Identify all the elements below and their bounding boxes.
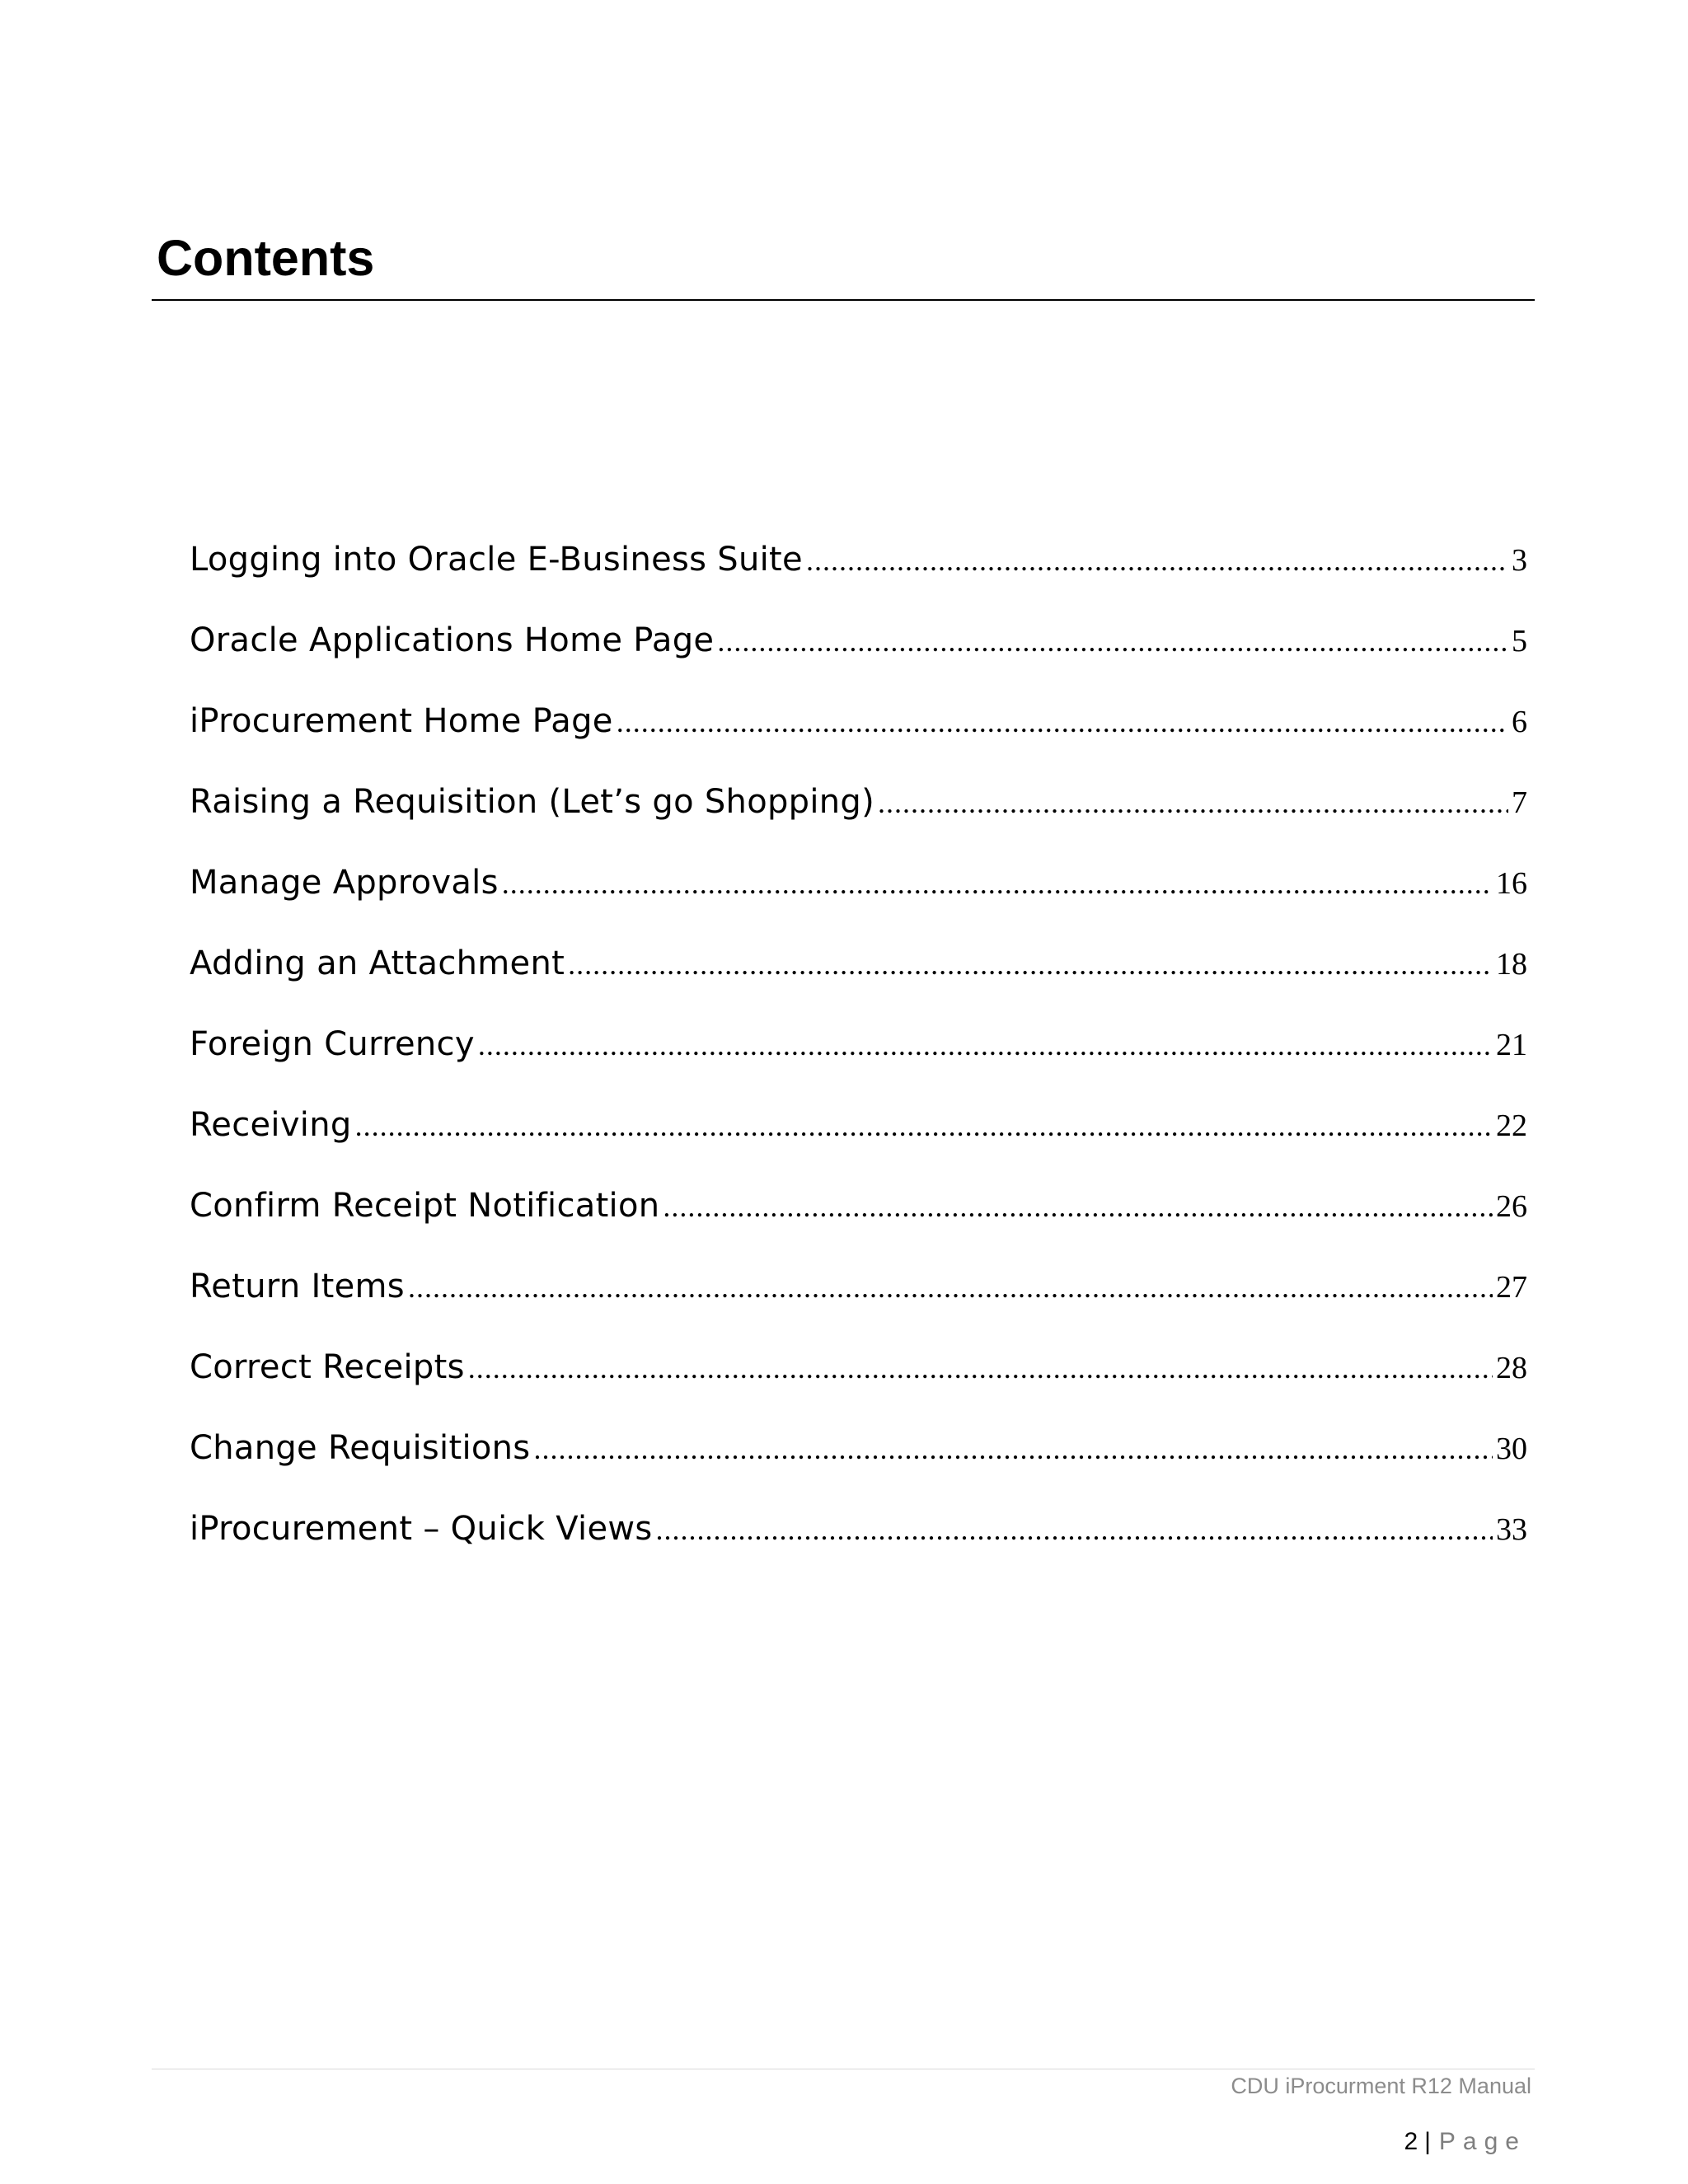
toc-entry-title: Adding an Attachment (190, 944, 565, 982)
toc-entry-return-items[interactable] (190, 1268, 1527, 1348)
toc-entry-raising-requisition[interactable] (190, 783, 1527, 864)
toc-entry-title: iProcurement – Quick Views (190, 1510, 653, 1548)
toc-entry-title: iProcurement Home Page (190, 702, 613, 740)
toc-dot-leader (408, 1270, 1493, 1305)
toc-dot-leader (717, 624, 1508, 658)
toc-page-number: 22 (1496, 1108, 1527, 1143)
toc-dot-leader (663, 1189, 1493, 1224)
toc-entry-title: Oracle Applications Home Page (190, 621, 715, 659)
toc-dot-leader (355, 1108, 1493, 1143)
toc-entry-change-requisitions[interactable] (190, 1429, 1527, 1510)
toc-entry-quick-views[interactable] (190, 1510, 1527, 1591)
toc-entry-foreign-currency[interactable] (190, 1025, 1527, 1106)
toc-entry-iprocurement-home[interactable] (190, 702, 1527, 783)
title-divider (152, 299, 1535, 301)
toc-entry-title: Logging into Oracle E-Business Suite (190, 541, 803, 579)
footer-page-indicator (1404, 2128, 1526, 2156)
toc-page-number: 26 (1496, 1189, 1527, 1224)
toc-entry-title: Return Items (190, 1268, 405, 1305)
footer-manual-name: CDU iProcurment R12 Manual (1231, 2074, 1531, 2098)
toc-page-number: 21 (1496, 1028, 1527, 1062)
toc-entry-confirm-receipt[interactable] (190, 1187, 1527, 1268)
toc-entry-title: Manage Approvals (190, 864, 499, 902)
toc-entry-title: Change Requisitions (190, 1429, 531, 1467)
table-of-contents (190, 541, 1527, 1591)
toc-dot-leader (533, 1432, 1493, 1466)
page-title: Contents (157, 230, 375, 286)
toc-entry-receiving[interactable] (190, 1106, 1527, 1187)
toc-page-number: 7 (1512, 785, 1527, 820)
toc-entry-logging-in[interactable] (190, 541, 1527, 621)
toc-dot-leader (656, 1512, 1493, 1547)
toc-page-number: 28 (1496, 1351, 1527, 1385)
toc-dot-leader (468, 1351, 1493, 1385)
toc-dot-leader (478, 1028, 1493, 1062)
toc-entry-title: Confirm Receipt Notification (190, 1187, 660, 1225)
toc-page-number: 6 (1512, 705, 1527, 739)
toc-entry-title: Raising a Requisition (Let’s go Shopping) (190, 783, 875, 821)
toc-page-number: 30 (1496, 1432, 1527, 1466)
toc-dot-leader (806, 543, 1508, 578)
toc-entry-oracle-home[interactable] (190, 621, 1527, 702)
toc-page-number: 33 (1496, 1512, 1527, 1547)
toc-page-number: 5 (1512, 624, 1527, 658)
toc-entry-adding-attachment[interactable] (190, 944, 1527, 1025)
toc-page-number: 16 (1496, 866, 1527, 901)
toc-dot-leader (617, 705, 1508, 739)
toc-entry-title: Receiving (190, 1106, 352, 1144)
footer-page-number: 2 (1404, 2128, 1418, 2155)
toc-dot-leader (568, 947, 1493, 982)
toc-page-number: 3 (1512, 543, 1527, 578)
footer-separator: | (1424, 2128, 1431, 2155)
footer-page-word: Page (1438, 2128, 1526, 2155)
toc-page-number: 27 (1496, 1270, 1527, 1305)
toc-entry-title: Correct Receipts (190, 1348, 465, 1386)
toc-entry-correct-receipts[interactable] (190, 1348, 1527, 1429)
toc-entry-title: Foreign Currency (190, 1025, 475, 1063)
toc-entry-manage-approvals[interactable] (190, 864, 1527, 944)
toc-dot-leader (502, 866, 1493, 901)
toc-page-number: 18 (1496, 947, 1527, 982)
toc-dot-leader (878, 785, 1508, 820)
